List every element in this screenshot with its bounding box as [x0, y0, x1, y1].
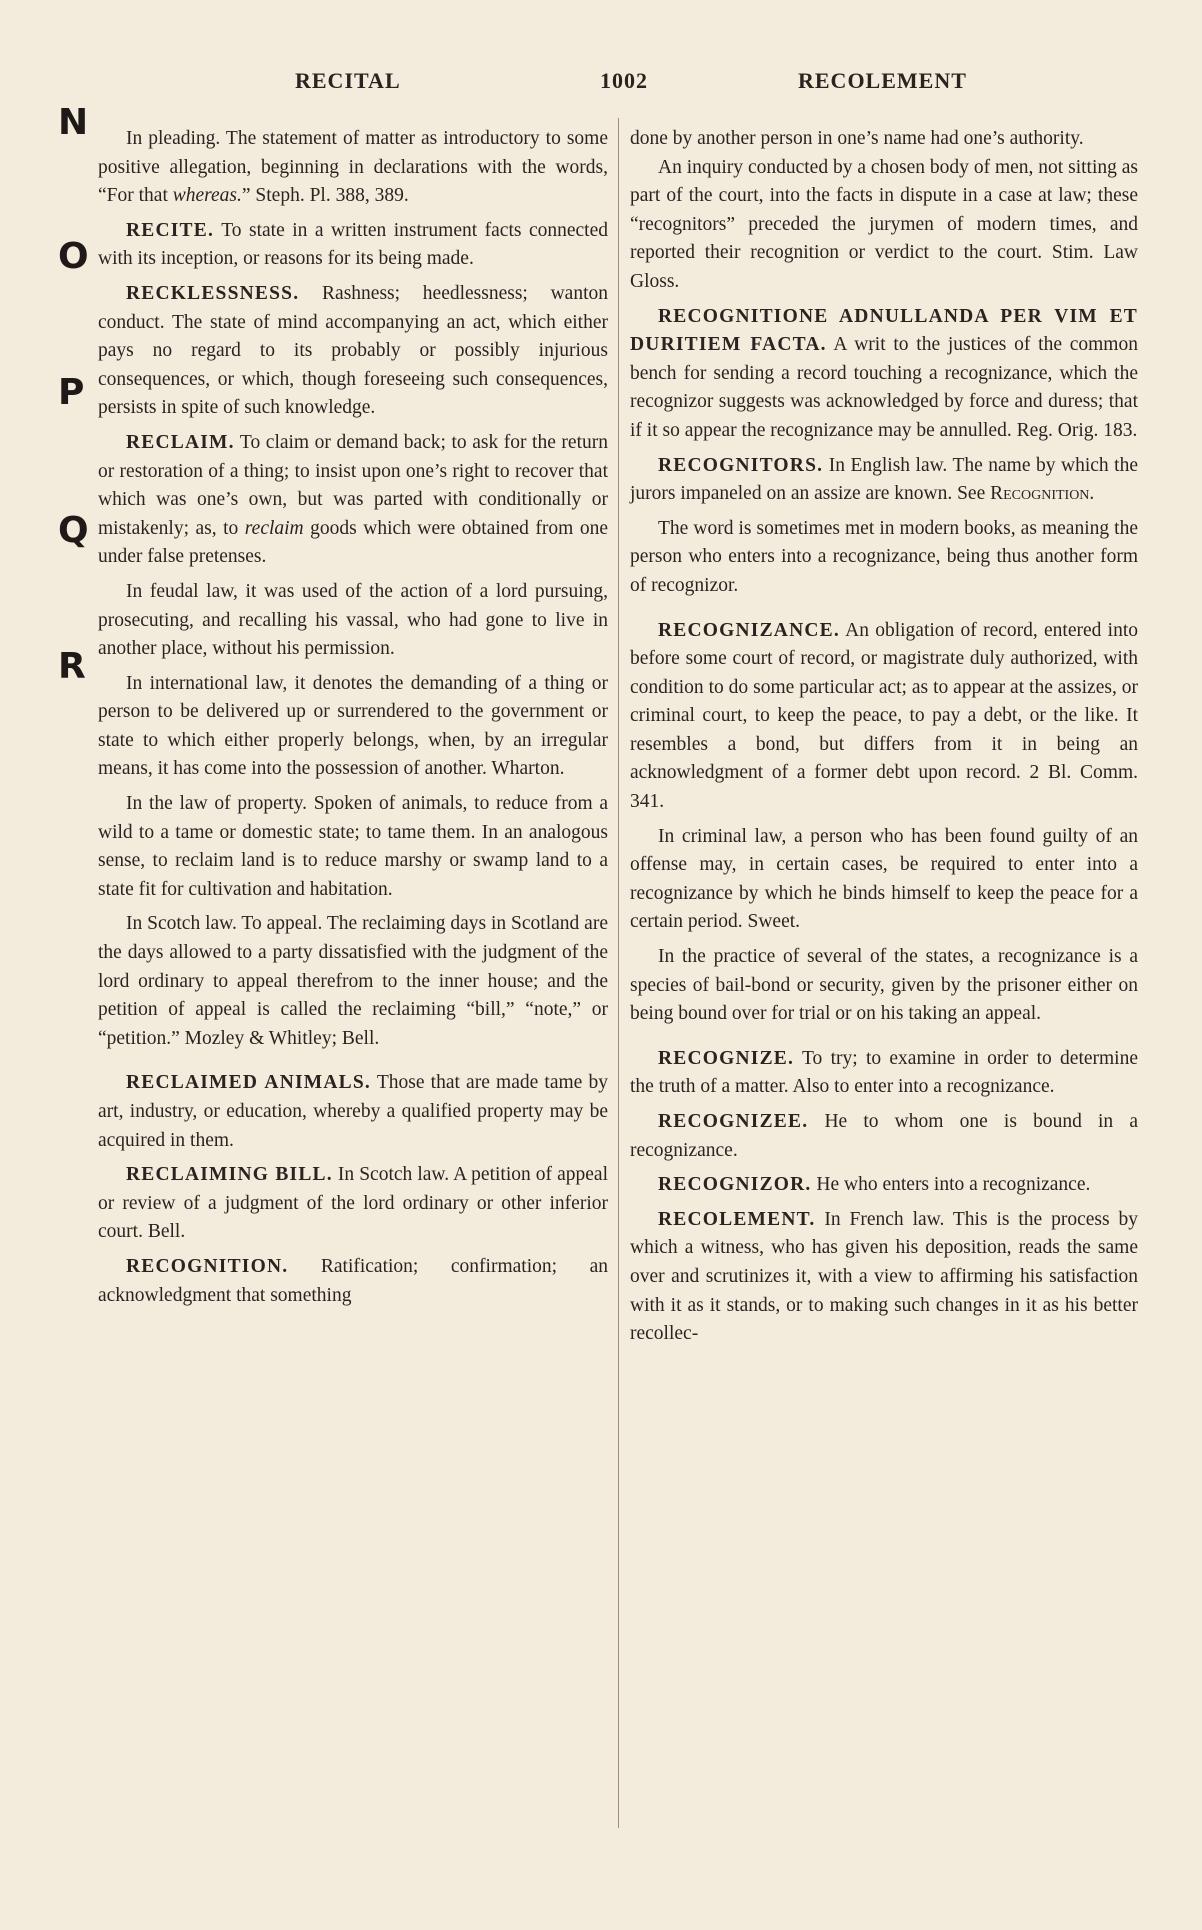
- definition: An obligation of record, entered into before some court of record, or magistrate duly authorized, with condition to do some particular act; as to appear at the assizes, or criminal court, to keep the peace, to pay a debt, or the like. It resembles a bond, but differs from it in being an acknowledgment of a former debt upon record. 2 Bl. Comm. 341.: [630, 619, 1138, 813]
- definition-paragraph: [630, 452, 1138, 509]
- entry-recognitors: [630, 452, 1138, 601]
- thumb-tab-r[interactable]: R: [58, 646, 86, 687]
- definition-paragraph: In the practice of several of the states, a recognizance is a species of bail-bond or security, given by the prisoner either on being bound over for trial or on his taking an appeal.: [630, 946, 1138, 1025]
- definition: To state in a written instrument facts connected with its inception, or reasons for its being made.: [98, 219, 608, 270]
- column-divider: [618, 118, 619, 1828]
- cross-reference[interactable]: Recognition: [990, 483, 1090, 505]
- entry-reclaiming-bill: [98, 1161, 608, 1247]
- definition-paragraph: In Scotch law. To appeal. The reclaiming days in Scotland are the days allowed to a party dissatisfied with the judgment of the lord ordinary to appeal therefrom to the inner house; and the petition of appeal is called the reclaiming “bill,” “note,” or “petition.” Mozley & Whitley; Bell.: [98, 913, 608, 1049]
- entry-recognitione: [630, 303, 1138, 446]
- definition-paragraph: [630, 617, 1138, 817]
- thumb-tab-q[interactable]: Q: [58, 510, 89, 551]
- headword: RECOGNIZOR.: [658, 1174, 812, 1196]
- headword: RECITE.: [126, 219, 215, 241]
- entry-reclaimed-animals: [98, 1069, 608, 1155]
- definition-paragraph: In criminal law, a person who has been found guilty of an offense may, in certain cases, be required to enter into a recognizance by which he binds himself to keep the peace for a certain period. Sweet.: [630, 825, 1138, 933]
- headword: RECOGNITIONE ADNULLANDA PER VIM ET DURITIEM FACTA.: [630, 305, 1138, 356]
- entry-recklessness: [98, 280, 608, 423]
- entry-reclaim: [98, 429, 608, 1053]
- definition: He who enters into a recognizance.: [811, 1174, 1091, 1196]
- definition-paragraph: In international law, it denotes the demanding of a thing or person to be delivered up or surrendered to the government or state to which either properly belongs, when, by an irregular means, it has come into the possession of another. Wharton.: [98, 672, 608, 780]
- entry-text: ” Steph. Pl. 388, 389.: [241, 185, 409, 207]
- headword: RECOGNITION.: [126, 1255, 289, 1277]
- header-first-word: RECITAL: [295, 68, 401, 93]
- headword: RECLAIM.: [126, 431, 235, 453]
- headword: RECOGNIZANCE.: [658, 619, 840, 641]
- definition: To claim or demand back; to ask for the return or restoration of a thing; to insist upon one’s right to recover that which was one’s own, but was parted with conditionally or mistakenly; as, to: [98, 431, 608, 539]
- headword: RECLAIMING BILL.: [126, 1164, 333, 1186]
- definition: .: [1089, 483, 1095, 505]
- thumb-tab-o[interactable]: O: [58, 236, 89, 277]
- definition-paragraph: The word is sometimes met in modern books, as meaning the person who enters into a recognizance, being thus another form of recognizor.: [630, 517, 1138, 596]
- entry-recognizor: [630, 1171, 1138, 1200]
- entry-recolement: [630, 1206, 1138, 1349]
- header-last-word: RECOLEMENT: [798, 68, 967, 93]
- entry-recognizee: [630, 1108, 1138, 1165]
- definition-paragraph: An inquiry conducted by a chosen body of men, not sitting as part of the court, into the facts in dispute in a case at law; these “recognitors” preceded the jurymen of modern times, and reported their recognition or verdict to the court. Stim. Law Gloss.: [630, 156, 1138, 292]
- headword: RECOLEMENT.: [658, 1208, 816, 1230]
- italic-term: whereas.: [172, 185, 242, 207]
- entry-recognition: [98, 1253, 608, 1310]
- definition: A writ to the justices of the common bench for sending a record touching a recognizance, which the recognizor suggests was acknowledged by force and duress; that if it so appear the recognizance may be annulled. Reg. Orig. 183.: [630, 334, 1138, 441]
- thumb-tab-n[interactable]: N: [58, 102, 89, 143]
- definition: Rashness; heedlessness; wanton conduct. The state of mind accompanying an act, which either pays no regard to its probably or possibly injurious consequences, or which, though foreseeing such consequences, persists in spite of such knowledge.: [98, 282, 608, 419]
- entry-recognize: [630, 1045, 1138, 1102]
- entry-text: In pleading. The statement of matter as introductory to some positive allegation, beginning in declarations with the words, “For that: [98, 128, 608, 207]
- right-column: [630, 125, 1138, 1355]
- definition: Those that are made tame by art, industry, or education, whereby a qualified property may be acquired in them.: [98, 1072, 608, 1151]
- running-header: [0, 68, 1202, 98]
- headword: RECOGNIZE.: [658, 1047, 795, 1069]
- entry-recite: [98, 217, 608, 274]
- entry-continuation: done by another person in one’s name had one’s authority.: [630, 128, 1084, 149]
- definition-paragraph: In feudal law, it was used of the action of a lord pursuing, prosecuting, and recalling his vassal, who had gone to live in another place, without his permission.: [98, 580, 608, 660]
- italic-term: reclaim: [244, 517, 304, 539]
- definition: In English law. The name by which the jurors impaneled on an assize are known. See: [630, 454, 1138, 505]
- headword: RECOGNIZEE.: [658, 1111, 809, 1132]
- definition-paragraph: [98, 429, 608, 572]
- headword: RECLAIMED ANIMALS.: [126, 1072, 372, 1094]
- definition: To try; to examine in order to determine the truth of a matter. Also to enter into a recognizance.: [630, 1047, 1138, 1098]
- entry-continuation: [98, 125, 608, 211]
- definition: Ratification; confirmation; an acknowledgment that something: [98, 1255, 608, 1306]
- entry-recognizance: [630, 617, 1138, 1029]
- thumb-tab-p[interactable]: P: [58, 372, 85, 413]
- definition: In French law. This is the process by which a witness, who has given his deposition, reads the same over and scrutinizes it, with a view to affirming his satisfaction with it as it stands, or to making such changes in it as his better recollec-: [630, 1208, 1138, 1345]
- definition: In Scotch law. A petition of appeal or review of a judgment of the lord ordinary or other inferior court. Bell.: [98, 1164, 608, 1243]
- left-column: [98, 125, 608, 1316]
- definition: goods which were obtained from one under false pretenses.: [98, 517, 608, 568]
- definition-paragraph: In the law of property. Spoken of animals, to reduce from a wild to a tame or domestic state; to tame them. In an analogous sense, to reclaim land is to reduce marshy or swamp land to a state fit for cultivation and habitation.: [98, 793, 608, 900]
- page-number: 1002: [600, 68, 648, 93]
- headword: RECKLESSNESS.: [126, 282, 300, 304]
- definition: He to whom one is bound in a recognizance.: [630, 1111, 1138, 1161]
- headword: RECOGNITORS.: [658, 454, 824, 476]
